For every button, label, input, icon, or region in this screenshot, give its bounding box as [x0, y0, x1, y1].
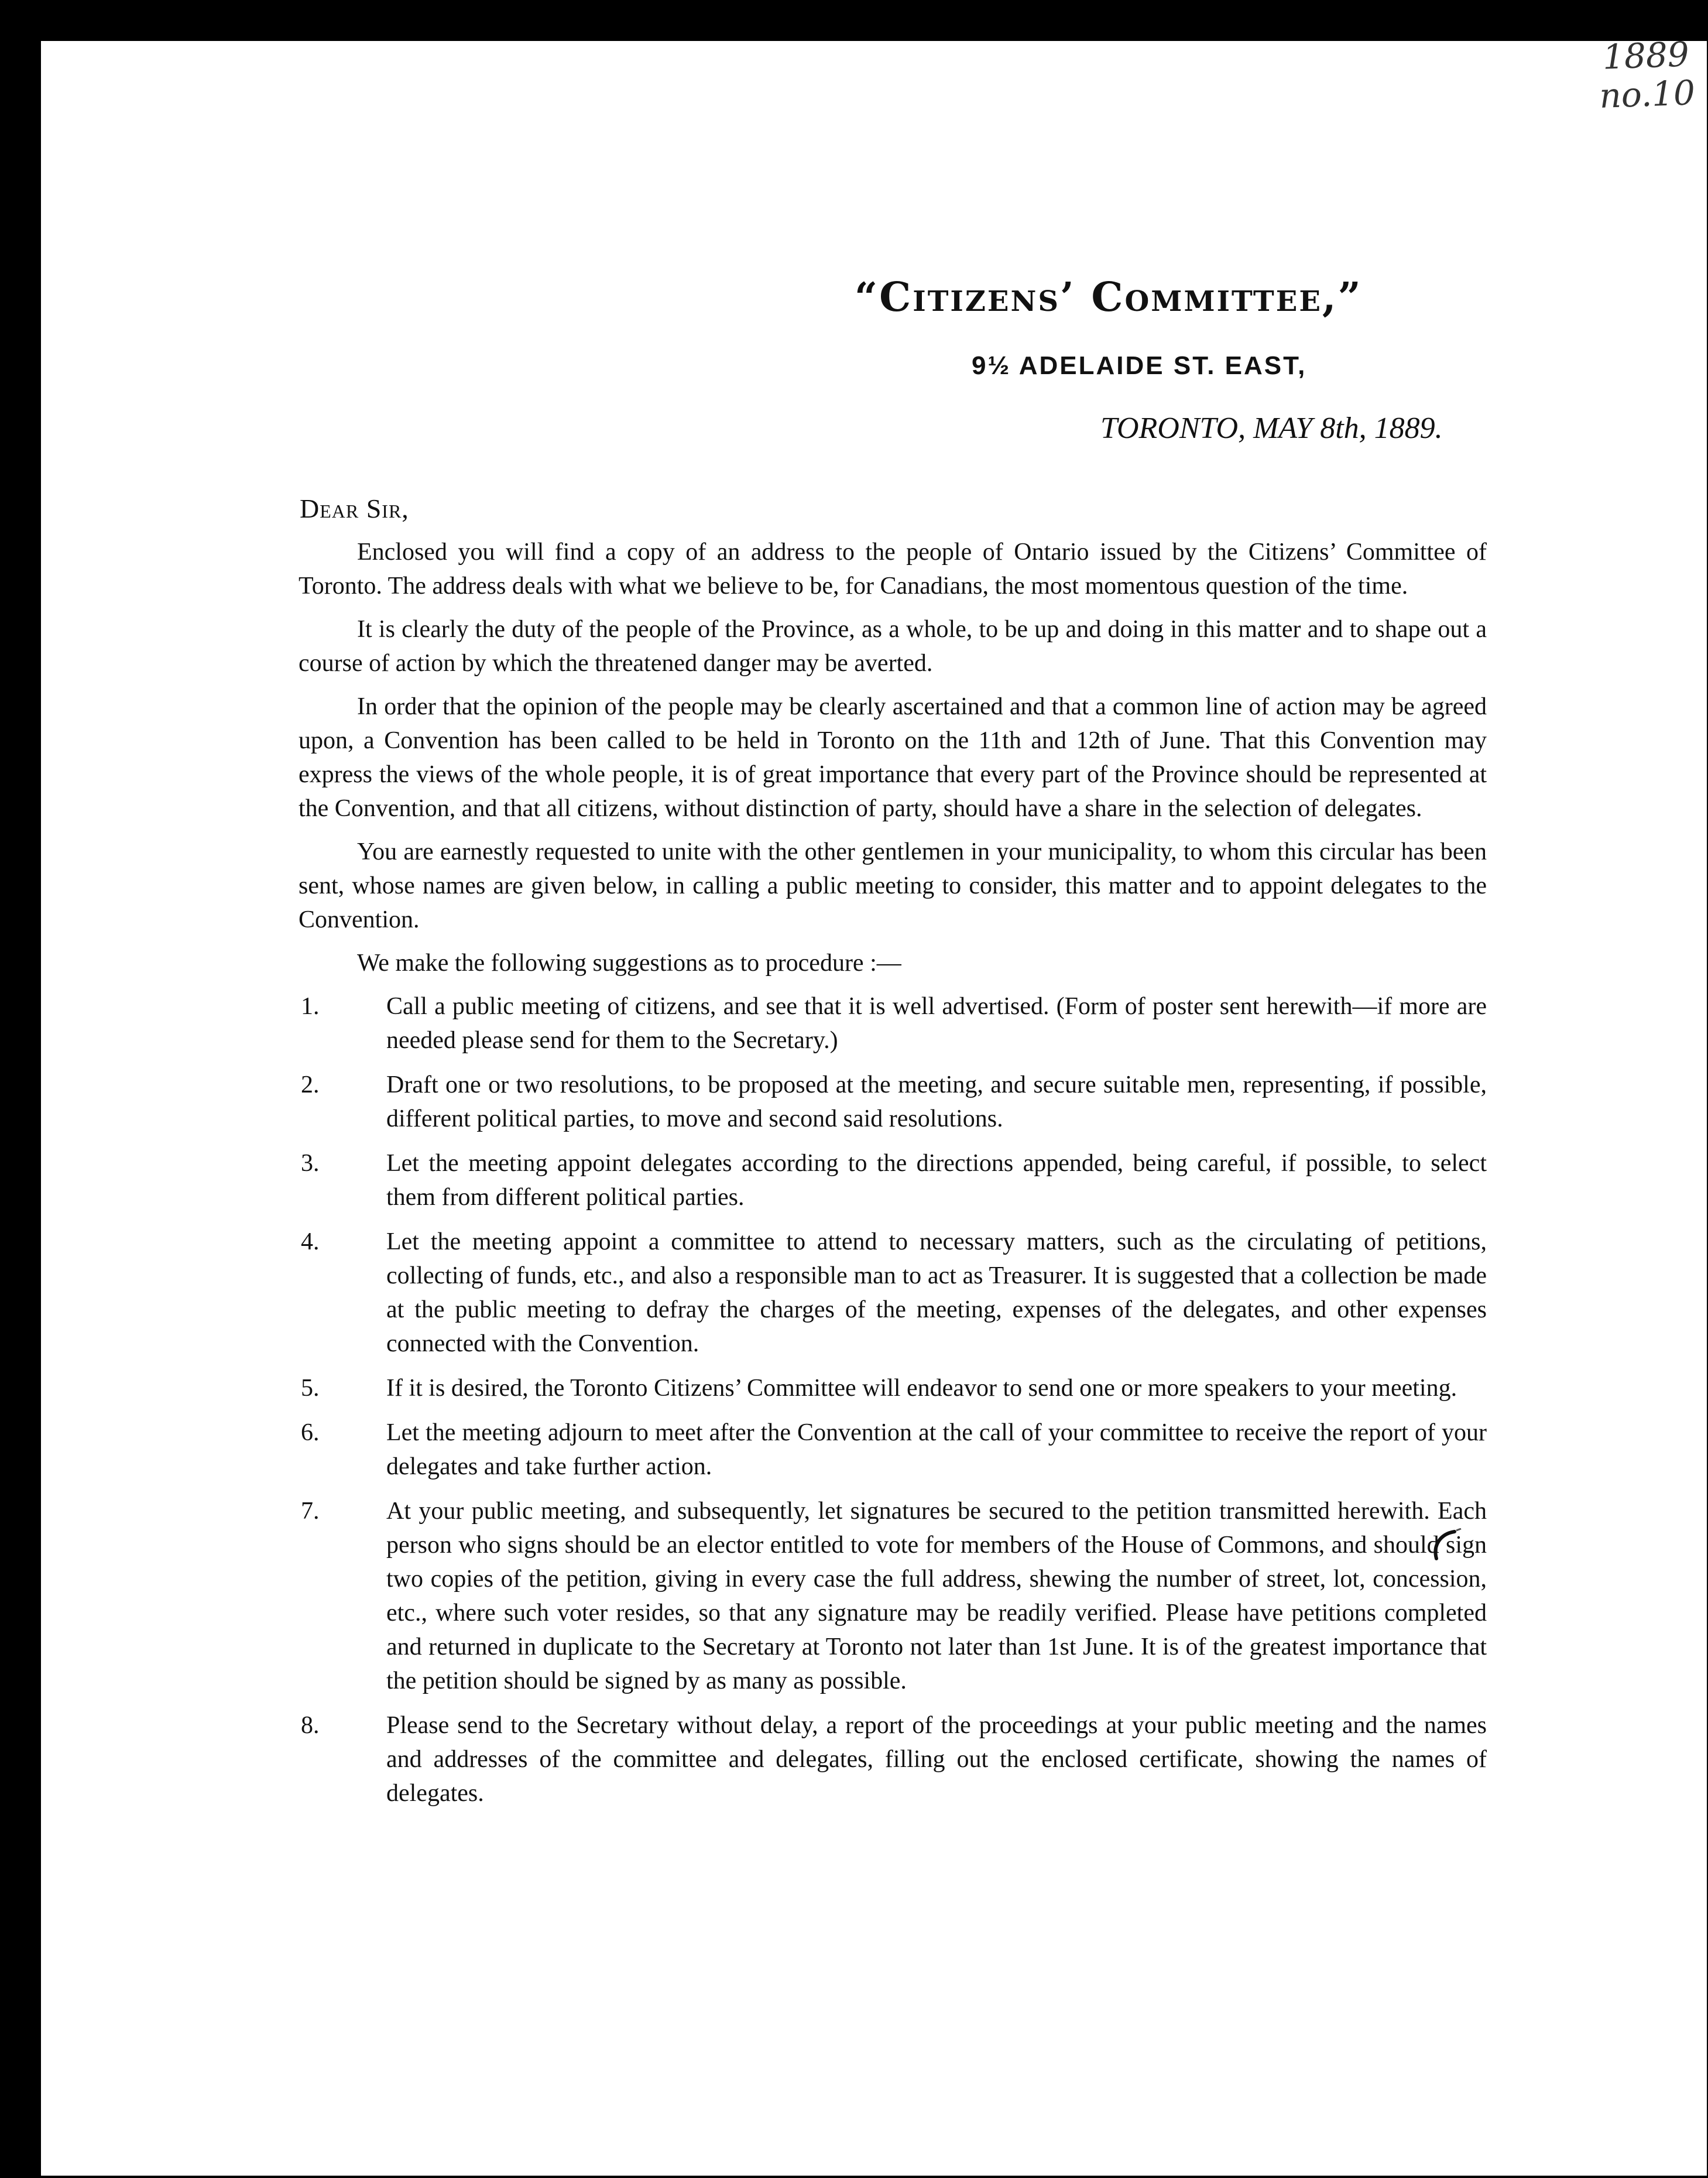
paragraph: You are earnestly requested to unite with the other gentlemen in your municipality, to whom this circular has been sent, whose names are given below, in calling a public meeting to consider, this matter and to appoint delegates to the Convention. — [299, 838, 1487, 933]
item-text: Let the meeting appoint delegates according to the directions appended, being careful, if possible, to select them from different political parties. — [386, 1150, 1487, 1211]
pencil-note-number: no.10 — [1599, 73, 1696, 116]
list-item — [299, 1146, 1487, 1214]
item-text: At your public meeting, and subsequently, let signatures be secured to the petition transmitted herewith. Each person who signs should be an elector entitled to vote for members of the House of Commons, and should sign two copies of the petition, giving in every case the full address, shewing the number of street, lot, concession, etc., where such voter resides, so that any signature may be readily verified. Please have petitions completed and returned in duplicate to the Secretary at Toronto not later than 1st June. It is of the greatest importance that the petition should be signed by as many as possible. — [386, 1498, 1487, 1694]
item-text: Draft one or two resolutions, to be proposed at the meeting, and secure suitable men, representing, if possible, different political parties, to move and second said resolutions. — [386, 1071, 1487, 1132]
list-item — [299, 1225, 1487, 1361]
list-item — [299, 1068, 1487, 1136]
list-item — [299, 1371, 1487, 1405]
item-text: If it is desired, the Toronto Citizens’ Committee will endeavor to send one or more speakers to your meeting. — [386, 1375, 1457, 1402]
archival-pencil-note — [1590, 35, 1703, 116]
item-number: 4. — [301, 1228, 320, 1255]
letter-body — [299, 535, 1487, 1821]
item-number: 6. — [301, 1419, 320, 1446]
item-number: 8. — [301, 1712, 320, 1739]
item-text: Let the meeting adjourn to meet after the Convention at the call of your committee to receive the report of your delegates and take further action. — [386, 1419, 1487, 1480]
letterhead-title: “Citizens’ Committee,” — [855, 274, 1363, 321]
paragraph: Enclosed you will find a copy of an address to the people of Ontario issued by the Citizens’ Committee of Toronto. The address deals with what we believe to be, for Canadians, the most momentous question of the time. — [299, 539, 1487, 600]
item-text: Let the meeting appoint a committee to attend to necessary matters, such as the circulating of petitions, collecting of funds, etc., and also a responsible man to act as Treasurer. It is suggested that a collection be made at the public meeting to defray the charges of the meeting, expenses of the delegates, and other expenses connected with the Convention. — [386, 1228, 1487, 1357]
item-number: 1. — [301, 993, 320, 1020]
item-number: 5. — [301, 1375, 320, 1402]
item-text: Please send to the Secretary without delay, a report of the proceedings at your public meeting and the names and addresses of the committee and delegates, filling out the enclosed certificate, showing the names of delegates. — [386, 1712, 1487, 1807]
item-text: Call a public meeting of citizens, and see that it is well advertised. (Form of poster sent herewith—if more are needed please send for them to the Secretary.) — [386, 993, 1487, 1054]
item-number: 2. — [301, 1071, 320, 1098]
letter-dateline: TORONTO, MAY 8th, 1889. — [1100, 412, 1443, 445]
procedure-list — [299, 989, 1487, 1810]
item-number: 7. — [301, 1498, 320, 1525]
item-number: 3. — [301, 1150, 320, 1177]
list-item — [299, 1416, 1487, 1484]
list-item — [299, 1708, 1487, 1810]
paragraph: It is clearly the duty of the people of the Province, as a whole, to be up and doing in this matter and to shape out a course of action by which the threatened danger may be averted. — [299, 616, 1487, 677]
list-item — [299, 1494, 1487, 1698]
paragraph: In order that the opinion of the people may be clearly ascertained and that a common line of action may be agreed upon, a Convention has been called to be held in Toronto on the 11th and 12th of June. That this Convention may express the views of the whole people, it is of great importance that every part of the Province should be represented at the Convention, and that all citizens, without distinction of party, should have a share in the selection of delegates. — [299, 693, 1487, 822]
salutation: Dear Sir, — [300, 494, 409, 523]
list-item — [299, 989, 1487, 1057]
suggestions-intro: We make the following suggestions as to procedure :— — [357, 950, 901, 977]
pencil-check-mark — [1428, 1528, 1463, 1563]
pencil-note-year: 1889 — [1601, 34, 1690, 77]
letterhead-address: 9½ ADELAIDE ST. EAST, — [972, 351, 1307, 380]
